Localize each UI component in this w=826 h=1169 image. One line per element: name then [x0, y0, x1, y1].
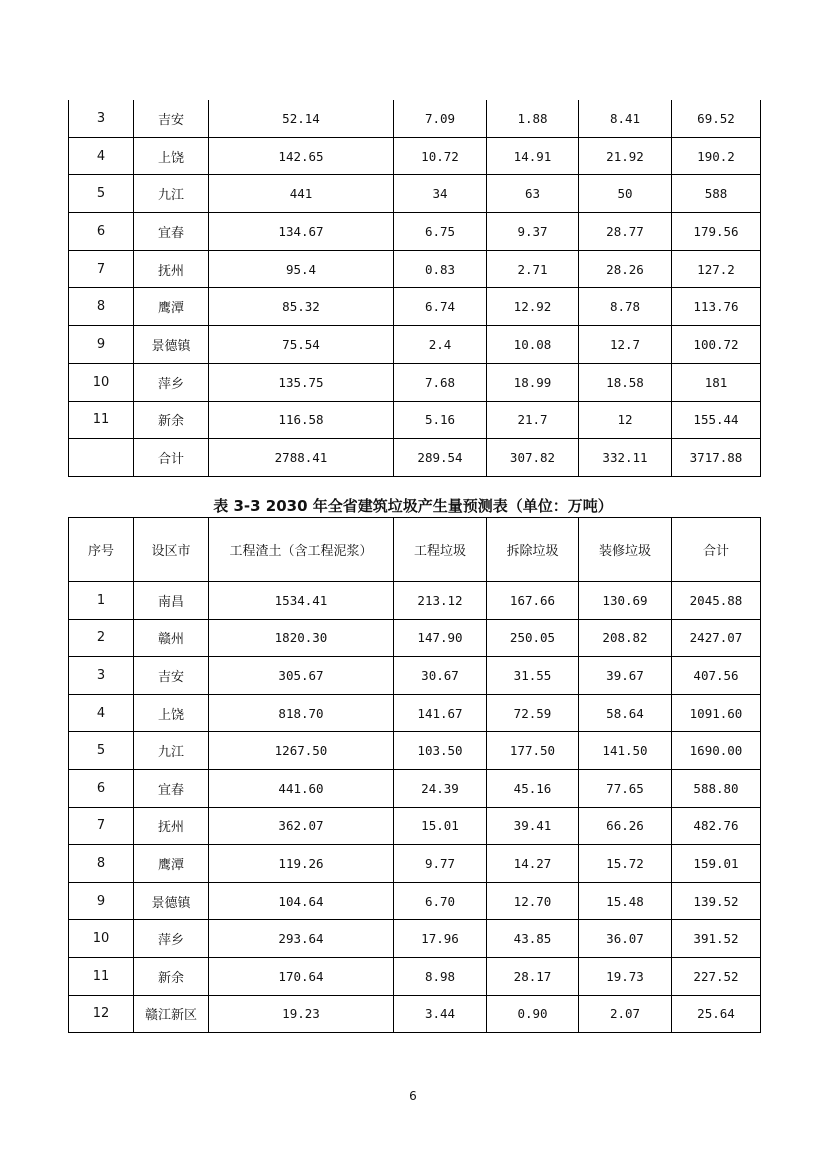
table-row [69, 363, 761, 401]
table-cell: 441 [209, 175, 394, 213]
header-cell: 序号 [69, 518, 134, 582]
table-cell: 7.68 [394, 363, 487, 401]
table-cell: 宜春 [134, 769, 209, 807]
table-title: 表 3-3 2030 年全省建筑垃圾产生量预测表（单位：万吨） [213, 497, 613, 515]
table-cell: 九江 [134, 732, 209, 770]
table-cell [69, 439, 134, 477]
table-cell: 179.56 [672, 213, 761, 251]
table-cell: 9.77 [394, 845, 487, 883]
table-cell: 134.67 [209, 213, 394, 251]
table-row [69, 694, 761, 732]
table-cell: 21.7 [487, 401, 579, 439]
table-cell: 25.64 [672, 995, 761, 1033]
table-cell: 19.23 [209, 995, 394, 1033]
table-cell: 18.99 [487, 363, 579, 401]
table-cell: 1.88 [487, 100, 579, 137]
table-cell: 77.65 [579, 769, 672, 807]
table-cell: 南昌 [134, 582, 209, 620]
table-cell: 吉安 [134, 657, 209, 695]
table-cell: 135.75 [209, 363, 394, 401]
table-cell: 139.52 [672, 882, 761, 920]
table-cell: 7 [69, 807, 134, 845]
table-cell: 21.92 [579, 137, 672, 175]
table-cell: 130.69 [579, 582, 672, 620]
table-cell: 1267.50 [209, 732, 394, 770]
table-header-row [69, 518, 761, 582]
table-cell: 588.80 [672, 769, 761, 807]
table-cell: 66.26 [579, 807, 672, 845]
table-cell: 4 [69, 137, 134, 175]
table-cell: 14.91 [487, 137, 579, 175]
table-cell: 6 [69, 769, 134, 807]
table-cell: 3 [69, 100, 134, 137]
table-cell: 8.98 [394, 957, 487, 995]
page-number: 6 [409, 1089, 417, 1103]
header-cell: 工程渣土（含工程泥浆） [209, 518, 394, 582]
table-cell: 10.08 [487, 326, 579, 364]
table-cell: 2788.41 [209, 439, 394, 477]
table-cell: 2 [69, 619, 134, 657]
table-row [69, 213, 761, 251]
table-cell: 1091.60 [672, 694, 761, 732]
table-cell: 2427.07 [672, 619, 761, 657]
table-cell: 5.16 [394, 401, 487, 439]
table-row [69, 769, 761, 807]
table-cell: 167.66 [487, 582, 579, 620]
table-cell: 213.12 [394, 582, 487, 620]
table-row [69, 732, 761, 770]
table-cell: 142.65 [209, 137, 394, 175]
table-cell: 17.96 [394, 920, 487, 958]
table-cell: 95.4 [209, 250, 394, 288]
table-cell: 新余 [134, 957, 209, 995]
table-row [69, 845, 761, 883]
table-row [69, 657, 761, 695]
table-cell: 34 [394, 175, 487, 213]
table-cell: 39.41 [487, 807, 579, 845]
table-cell: 155.44 [672, 401, 761, 439]
table-row [69, 137, 761, 175]
table-cell: 10 [69, 920, 134, 958]
table-cell: 15.48 [579, 882, 672, 920]
table-cell: 8 [69, 845, 134, 883]
table-cell: 6.70 [394, 882, 487, 920]
table-cell: 1690.00 [672, 732, 761, 770]
table-row [69, 582, 761, 620]
table-cell: 景德镇 [134, 326, 209, 364]
table-cell: 9 [69, 882, 134, 920]
table-cell: 85.32 [209, 288, 394, 326]
table-cell: 2.07 [579, 995, 672, 1033]
table-cell: 12 [69, 995, 134, 1033]
table-cell: 28.77 [579, 213, 672, 251]
table-cell: 170.64 [209, 957, 394, 995]
table-row [69, 100, 761, 137]
table-cell: 159.01 [672, 845, 761, 883]
table-cell: 104.64 [209, 882, 394, 920]
table-cell: 0.83 [394, 250, 487, 288]
table-cell: 147.90 [394, 619, 487, 657]
table-cell: 391.52 [672, 920, 761, 958]
table-cell: 0.90 [487, 995, 579, 1033]
table-cell: 3.44 [394, 995, 487, 1033]
table-cell: 441.60 [209, 769, 394, 807]
table-cell: 萍乡 [134, 363, 209, 401]
table-cell: 合计 [134, 439, 209, 477]
table-cell: 63 [487, 175, 579, 213]
table-cell: 8.78 [579, 288, 672, 326]
table-cell: 52.14 [209, 100, 394, 137]
table-cell: 5 [69, 175, 134, 213]
table-cell: 362.07 [209, 807, 394, 845]
table-cell: 18.58 [579, 363, 672, 401]
table-cell: 181 [672, 363, 761, 401]
table-cell: 11 [69, 401, 134, 439]
table-cell: 吉安 [134, 100, 209, 137]
table-cell: 58.64 [579, 694, 672, 732]
table-cell: 100.72 [672, 326, 761, 364]
table-cell: 39.67 [579, 657, 672, 695]
table-row [69, 326, 761, 364]
table-cell: 1534.41 [209, 582, 394, 620]
table-cell: 上饶 [134, 137, 209, 175]
table-cell: 116.58 [209, 401, 394, 439]
table-row [69, 439, 761, 477]
header-cell: 装修垃圾 [579, 518, 672, 582]
table-cell: 43.85 [487, 920, 579, 958]
header-cell: 工程垃圾 [394, 518, 487, 582]
table-row [69, 807, 761, 845]
table-cell: 6 [69, 213, 134, 251]
table-cell: 45.16 [487, 769, 579, 807]
table-cell: 190.2 [672, 137, 761, 175]
header-cell: 合计 [672, 518, 761, 582]
table-cell: 141.67 [394, 694, 487, 732]
forecast-2030-table [68, 517, 761, 1033]
table-cell: 407.56 [672, 657, 761, 695]
table-cell: 103.50 [394, 732, 487, 770]
table-cell: 15.01 [394, 807, 487, 845]
table-row [69, 401, 761, 439]
table-cell: 抚州 [134, 807, 209, 845]
table-cell: 119.26 [209, 845, 394, 883]
table-cell: 萍乡 [134, 920, 209, 958]
table-cell: 2.4 [394, 326, 487, 364]
previous-table [68, 100, 761, 477]
table-cell: 588 [672, 175, 761, 213]
table-cell: 3 [69, 657, 134, 695]
table-cell: 19.73 [579, 957, 672, 995]
table-row [69, 250, 761, 288]
table-cell: 8.41 [579, 100, 672, 137]
table-cell: 36.07 [579, 920, 672, 958]
table-cell: 208.82 [579, 619, 672, 657]
table-cell: 赣江新区 [134, 995, 209, 1033]
table-row [69, 995, 761, 1033]
table-cell: 上饶 [134, 694, 209, 732]
table-cell: 9 [69, 326, 134, 364]
table-cell: 6.75 [394, 213, 487, 251]
table-cell: 3717.88 [672, 439, 761, 477]
header-cell: 设区市 [134, 518, 209, 582]
table-row [69, 882, 761, 920]
table-row [69, 957, 761, 995]
table-cell: 鹰潭 [134, 845, 209, 883]
table-cell: 12.70 [487, 882, 579, 920]
table-cell: 30.67 [394, 657, 487, 695]
table-cell: 4 [69, 694, 134, 732]
table-cell: 新余 [134, 401, 209, 439]
header-cell: 拆除垃圾 [487, 518, 579, 582]
table-cell: 14.27 [487, 845, 579, 883]
table-cell: 818.70 [209, 694, 394, 732]
table-cell: 12.7 [579, 326, 672, 364]
table-cell: 10.72 [394, 137, 487, 175]
table-cell: 鹰潭 [134, 288, 209, 326]
table-cell: 75.54 [209, 326, 394, 364]
table-cell: 50 [579, 175, 672, 213]
table-cell: 6.74 [394, 288, 487, 326]
table-cell: 289.54 [394, 439, 487, 477]
table-cell: 28.26 [579, 250, 672, 288]
table-cell: 127.2 [672, 250, 761, 288]
table-cell: 482.76 [672, 807, 761, 845]
table-cell: 7 [69, 250, 134, 288]
table-cell: 113.76 [672, 288, 761, 326]
table-cell: 5 [69, 732, 134, 770]
table-cell: 9.37 [487, 213, 579, 251]
table-cell: 宜春 [134, 213, 209, 251]
table-cell: 307.82 [487, 439, 579, 477]
table-cell: 2.71 [487, 250, 579, 288]
table-cell: 293.64 [209, 920, 394, 958]
table-cell: 九江 [134, 175, 209, 213]
table-cell: 8 [69, 288, 134, 326]
table-row [69, 619, 761, 657]
table-cell: 332.11 [579, 439, 672, 477]
table-cell: 31.55 [487, 657, 579, 695]
table-cell: 抚州 [134, 250, 209, 288]
table-cell: 1 [69, 582, 134, 620]
table-row [69, 920, 761, 958]
table-cell: 12 [579, 401, 672, 439]
table-cell: 12.92 [487, 288, 579, 326]
table-cell: 72.59 [487, 694, 579, 732]
table-cell: 赣州 [134, 619, 209, 657]
table-cell: 24.39 [394, 769, 487, 807]
table-cell: 15.72 [579, 845, 672, 883]
table-cell: 7.09 [394, 100, 487, 137]
table-cell: 11 [69, 957, 134, 995]
table-cell: 227.52 [672, 957, 761, 995]
table-cell: 250.05 [487, 619, 579, 657]
table-cell: 305.67 [209, 657, 394, 695]
table-cell: 28.17 [487, 957, 579, 995]
table-cell: 69.52 [672, 100, 761, 137]
table-cell: 1820.30 [209, 619, 394, 657]
table-row [69, 175, 761, 213]
table-cell: 2045.88 [672, 582, 761, 620]
table-cell: 10 [69, 363, 134, 401]
table-cell: 景德镇 [134, 882, 209, 920]
table-cell: 141.50 [579, 732, 672, 770]
table-cell: 177.50 [487, 732, 579, 770]
table-row [69, 288, 761, 326]
